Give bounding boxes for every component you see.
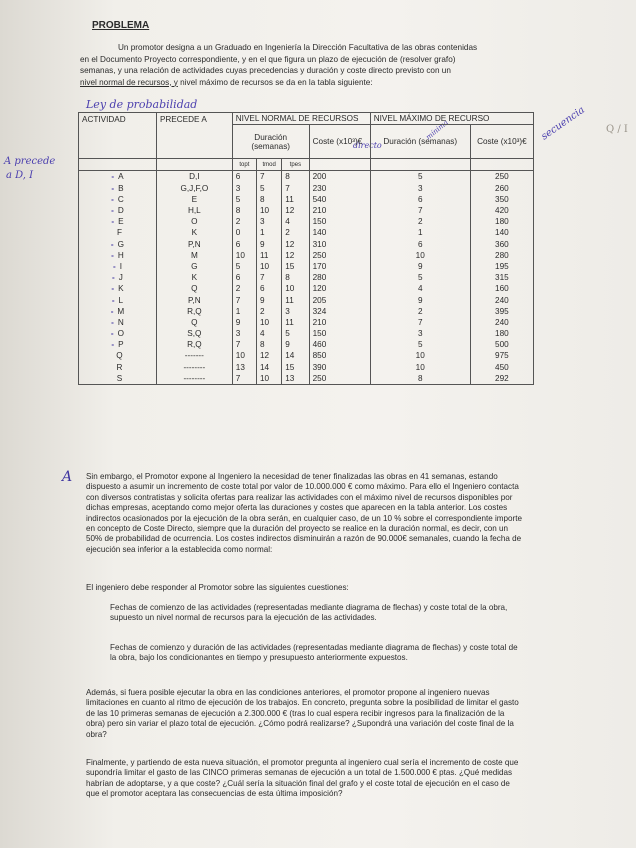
intro-line-1: Un promotor designa a un Graduado en Ingeniería la Dirección Facultativa de las obras contenidas <box>118 43 478 52</box>
activity-letter: D <box>117 206 124 216</box>
cell-coste: 140 <box>309 227 370 238</box>
header-coste-max: Coste (x10³)€ <box>470 125 533 159</box>
activity-letter: Q <box>116 351 123 361</box>
table-row <box>79 373 534 385</box>
cell-precede: Q <box>156 283 232 294</box>
activity-letter: H <box>117 250 124 260</box>
cell-precede: E <box>156 194 232 205</box>
cell-precede: O <box>156 216 232 227</box>
cell-t-mod: 9 <box>256 294 281 305</box>
cell-actividad <box>79 183 157 194</box>
cell-coste: 390 <box>309 362 370 373</box>
cell-precede: ------- <box>156 350 232 361</box>
cell-t-mod: 7 <box>256 171 281 183</box>
cell-coste-max: 180 <box>470 216 533 227</box>
cell-t-pes: 12 <box>282 250 309 261</box>
cell-duracion-max: 2 <box>370 306 470 317</box>
cell-duracion-max: 9 <box>370 294 470 305</box>
handwritten-note-above-table: Ley de probabilidad <box>86 98 198 111</box>
activity-letter: S <box>116 373 123 383</box>
cell-coste: 170 <box>309 261 370 272</box>
cell-actividad <box>79 362 157 373</box>
cell-coste: 850 <box>309 350 370 361</box>
cell-coste: 460 <box>309 339 370 350</box>
cell-actividad <box>79 239 157 250</box>
handwritten-tick-mark: - <box>111 250 114 260</box>
activity-letter: F <box>116 228 122 238</box>
table-row <box>79 339 534 350</box>
table-row <box>79 272 534 283</box>
cell-t-mod: 11 <box>256 250 281 261</box>
header-topt: topt <box>232 159 256 171</box>
activities-table-body <box>79 171 534 385</box>
cell-duracion-max: 10 <box>370 362 470 373</box>
cell-precede: D,I <box>156 171 232 183</box>
cell-t-mod: 6 <box>256 283 281 294</box>
cell-precede: G,J,F,O <box>156 183 232 194</box>
cell-coste: 230 <box>309 183 370 194</box>
cell-t-pes: 5 <box>282 328 309 339</box>
cell-duracion-max: 10 <box>370 250 470 261</box>
handwritten-tick-mark: - <box>112 261 116 271</box>
cell-coste: 250 <box>309 250 370 261</box>
cell-t-pes: 8 <box>282 272 309 283</box>
cell-t-pes: 4 <box>282 216 309 227</box>
cell-t-opt: 10 <box>232 250 256 261</box>
cell-t-pes: 11 <box>282 194 309 205</box>
activity-letter: C <box>117 194 124 204</box>
cell-duracion-max: 7 <box>370 317 470 328</box>
handwritten-tick-mark: - <box>111 284 115 294</box>
cell-actividad <box>79 339 157 350</box>
cell-precede: K <box>156 272 232 283</box>
cell-t-opt: 2 <box>232 283 256 294</box>
header-nivel-normal: NIVEL NORMAL DE RECURSOS <box>232 113 370 125</box>
cell-precede: P,N <box>156 239 232 250</box>
table-row <box>79 306 534 317</box>
cell-t-mod: 10 <box>256 373 281 385</box>
cell-duracion-max: 5 <box>370 272 470 283</box>
cell-t-mod: 4 <box>256 328 281 339</box>
paragraph-questions-intro: El ingeniero debe responder al Promotor sobre las siguientes cuestiones: <box>86 583 349 592</box>
handwritten-coste-note: directo <box>353 141 382 150</box>
cell-duracion-max: 3 <box>370 183 470 194</box>
cell-t-opt: 13 <box>232 362 256 373</box>
header-blank-3 <box>309 159 370 171</box>
cell-t-pes: 12 <box>282 205 309 216</box>
cell-t-mod: 7 <box>256 272 281 283</box>
cell-t-opt: 3 <box>232 183 256 194</box>
cell-actividad <box>79 350 157 361</box>
cell-actividad <box>79 306 157 317</box>
handwritten-tick-mark: - <box>112 273 115 283</box>
header-coste: Coste (x10³)€ <box>309 125 370 159</box>
cell-t-opt: 9 <box>232 317 256 328</box>
cell-coste-max: 292 <box>470 373 533 385</box>
cell-duracion-max: 2 <box>370 216 470 227</box>
cell-precede: -------- <box>156 373 232 385</box>
table-row <box>79 171 534 183</box>
intro-line-4 <box>80 77 520 89</box>
cell-t-opt: 6 <box>232 171 256 183</box>
cell-t-pes: 7 <box>282 183 309 194</box>
activity-letter: O <box>117 329 125 339</box>
cell-coste-max: 420 <box>470 205 533 216</box>
cell-actividad <box>79 317 157 328</box>
activity-letter: P <box>118 340 124 350</box>
paragraph-new-limitations: Además, si fuera posible ejecutar la obra en las condiciones anteriores, el promotor propone al ingeniero nuevas limitaciones en cuanto al ritmo de ejecución de los trabajos. En concreto, pregunta sobre la posibilidad de limitar el gasto de las 10 primeras semanas de ejecución a 2.300.000 € (tras lo cual espera recibir ingresos para la finalización de la obra) pero sin variar el plazo total de ejecución. ¿Cómo podrá realizarse? ¿Supondrá una variación del coste final de la obra? <box>86 688 519 739</box>
cell-t-opt: 7 <box>232 373 256 385</box>
cell-t-pes: 9 <box>282 339 309 350</box>
cell-t-mod: 14 <box>256 362 281 373</box>
cell-coste: 210 <box>309 205 370 216</box>
table-row <box>79 328 534 339</box>
cell-t-pes: 15 <box>282 362 309 373</box>
handwritten-tick-mark: - <box>111 206 114 216</box>
cell-t-opt: 1 <box>232 306 256 317</box>
cell-coste: 150 <box>309 216 370 227</box>
handwritten-tick-mark: - <box>111 295 115 305</box>
cell-actividad <box>79 216 157 227</box>
cell-t-mod: 9 <box>256 239 281 250</box>
cell-coste: 250 <box>309 373 370 385</box>
cell-t-mod: 2 <box>256 306 281 317</box>
handwritten-tick-mark: - <box>110 329 114 339</box>
cell-precede: M <box>156 250 232 261</box>
cell-actividad <box>79 328 157 339</box>
cell-actividad <box>79 272 157 283</box>
cell-actividad <box>79 294 157 305</box>
cell-t-pes: 2 <box>282 227 309 238</box>
intro-underlined-text: nivel normal de recursos, y <box>80 77 178 87</box>
cell-t-mod: 8 <box>256 339 281 350</box>
cell-duracion-max: 7 <box>370 205 470 216</box>
cell-t-mod: 12 <box>256 350 281 361</box>
cell-t-opt: 5 <box>232 261 256 272</box>
handwritten-tick-mark: - <box>111 317 114 327</box>
cell-precede: -------- <box>156 362 232 373</box>
activity-letter: I <box>119 261 122 271</box>
intro-line-4-rest: nivel máximo de recursos se da en la tabla siguiente: <box>177 77 373 87</box>
cell-t-opt: 7 <box>232 339 256 350</box>
cell-t-pes: 11 <box>282 317 309 328</box>
cell-coste-max: 250 <box>470 171 533 183</box>
cell-duracion-max: 10 <box>370 350 470 361</box>
cell-coste-max: 260 <box>470 183 533 194</box>
cell-coste: 210 <box>309 317 370 328</box>
cell-t-mod: 3 <box>256 216 281 227</box>
activity-letter: G <box>117 239 125 249</box>
activity-letter: M <box>117 306 125 316</box>
handwritten-tick-mark: - <box>111 340 115 350</box>
cell-coste: 310 <box>309 239 370 250</box>
cell-precede: K <box>156 227 232 238</box>
activity-letter: R <box>116 362 123 372</box>
table-row <box>79 283 534 294</box>
handwritten-right-note: secuencia <box>539 104 587 143</box>
cell-coste-max: 315 <box>470 272 533 283</box>
cell-t-mod: 10 <box>256 261 281 272</box>
table-row <box>79 227 534 238</box>
handwritten-paragraph-mark: A <box>62 469 73 485</box>
handwritten-tick-mark: - <box>110 306 114 316</box>
cell-actividad <box>79 283 157 294</box>
cell-t-opt: 0 <box>232 227 256 238</box>
cell-coste-max: 360 <box>470 239 533 250</box>
activities-table <box>78 112 534 385</box>
cell-t-opt: 3 <box>232 328 256 339</box>
paragraph-final-question: Finalmente, y partiendo de esta nueva situación, el promotor pregunta al ingeniero cual sería el incremento de coste que supondría limitar el gasto de las CINCO primeras semanas de ejecución a un total de 1.500.000 € ptas. ¿Qué medidas habrían de adoptarse, y a que coste? ¿Cuál sería la situación final del grafo y el coste total de ejecución en el caso de que el promotor aceptara las consecuencias de esta última imposición? <box>86 758 519 799</box>
activity-letter: B <box>118 183 124 193</box>
cell-coste: 200 <box>309 171 370 183</box>
cell-t-opt: 5 <box>232 194 256 205</box>
cell-coste-max: 500 <box>470 339 533 350</box>
cell-precede: Q <box>156 317 232 328</box>
cell-t-pes: 3 <box>282 306 309 317</box>
cell-coste: 324 <box>309 306 370 317</box>
cell-actividad <box>79 205 157 216</box>
handwritten-tick-mark: - <box>111 194 114 204</box>
activity-letter: A <box>118 172 124 182</box>
cell-precede: R,Q <box>156 306 232 317</box>
cell-coste-max: 195 <box>470 261 533 272</box>
header-tpes: tpes <box>282 159 309 171</box>
cell-coste-max: 280 <box>470 250 533 261</box>
cell-t-opt: 7 <box>232 294 256 305</box>
cell-t-opt: 8 <box>232 205 256 216</box>
header-blank-4 <box>370 159 470 171</box>
header-actividad: ACTIVIDAD <box>79 113 157 159</box>
header-tmod: tmod <box>256 159 281 171</box>
cell-coste-max: 140 <box>470 227 533 238</box>
cell-precede: P,N <box>156 294 232 305</box>
table-row <box>79 261 534 272</box>
activity-letter: J <box>118 273 123 283</box>
page-title: PROBLEMA <box>92 20 150 31</box>
cell-duracion-max: 6 <box>370 239 470 250</box>
activity-letter: N <box>117 317 124 327</box>
cell-precede: S,Q <box>156 328 232 339</box>
cell-t-pes: 15 <box>282 261 309 272</box>
handwritten-far-right-note: Q / I <box>606 124 628 135</box>
paragraph-conditions: Sin embargo, el Promotor expone al Ingeniero la necesidad de tener finalizadas las obras en 41 semanas, estando dispuesto a asumir un incremento de coste total por valor de 10.000.000 € como máximo. Para ello el Ingeniero contacta con diversos contratistas y solicita ofertas para realizar las actividades con el máximo nivel de recursos disponibles por dichas empresas, aceptando como mejor oferta las duraciones y costes que aparecen en la tabla anterior. Los costes indirectos ocasionados por la ejecución de la obra serán, en cualquier caso, de un 10 % sobre el correspondiente importe en concepto de Coste Directo, siempre que la duración del proyecto se realice en la duración normal, es decir, con un 50% de probabilidad de ocurrencia. Los costes indirectos disminuirán a razón de 90.000€ semanales, cuando la fecha de ejecución sea inferior a la establecida como normal: <box>86 472 522 554</box>
cell-t-opt: 6 <box>232 239 256 250</box>
cell-duracion-max: 3 <box>370 328 470 339</box>
cell-duracion-max: 8 <box>370 373 470 385</box>
handwritten-tick-mark: - <box>110 239 114 249</box>
cell-t-pes: 11 <box>282 294 309 305</box>
cell-coste-max: 450 <box>470 362 533 373</box>
handwritten-duracion-note: mínima <box>424 118 450 142</box>
cell-t-mod: 1 <box>256 227 281 238</box>
cell-duracion-max: 1 <box>370 227 470 238</box>
cell-precede: G <box>156 261 232 272</box>
cell-t-mod: 5 <box>256 183 281 194</box>
table-row <box>79 183 534 194</box>
header-duracion-max: Duración (semanas) <box>370 125 470 159</box>
cell-coste-max: 975 <box>470 350 533 361</box>
cell-coste: 280 <box>309 272 370 283</box>
cell-t-opt: 2 <box>232 216 256 227</box>
cell-actividad <box>79 227 157 238</box>
handwritten-tick-mark: - <box>111 217 115 227</box>
cell-coste: 205 <box>309 294 370 305</box>
cell-precede: R,Q <box>156 339 232 350</box>
cell-coste-max: 180 <box>470 328 533 339</box>
intro-line-2: en el Documento Proyecto correspondiente, y en el que figura un plazo de ejecución de (resolver grafo) <box>80 54 456 64</box>
table-row <box>79 294 534 305</box>
handwritten-tick-mark: - <box>111 183 115 193</box>
cell-t-pes: 12 <box>282 239 309 250</box>
header-duracion: Duración (semanas) <box>232 125 309 159</box>
table-row <box>79 239 534 250</box>
handwritten-margin-note-2: a D, I <box>6 170 34 181</box>
cell-t-pes: 8 <box>282 171 309 183</box>
cell-duracion-max: 9 <box>370 261 470 272</box>
cell-coste: 540 <box>309 194 370 205</box>
cell-actividad <box>79 373 157 385</box>
cell-t-mod: 10 <box>256 205 281 216</box>
cell-precede: H,L <box>156 205 232 216</box>
question-2: Fechas de comienzo y duración de las actividades (representadas mediante diagrama de flechas) y coste total de la obra, bajo los condicionantes en tiempo y presupuesto anteriormente expuestos. <box>110 643 518 663</box>
header-blank-5 <box>470 159 533 171</box>
header-blank-1 <box>79 159 157 171</box>
intro-line-3: semanas, y una relación de actividades cuyas precedencias y duración y coste directo previsto con un <box>80 66 451 75</box>
cell-t-opt: 10 <box>232 350 256 361</box>
table-row <box>79 362 534 373</box>
cell-coste: 120 <box>309 283 370 294</box>
header-nivel-maximo: NIVEL MÁXIMO DE RECURSO <box>370 113 533 125</box>
cell-duracion-max: 5 <box>370 171 470 183</box>
cell-coste: 150 <box>309 328 370 339</box>
header-blank-2 <box>156 159 232 171</box>
cell-t-mod: 8 <box>256 194 281 205</box>
cell-coste-max: 240 <box>470 294 533 305</box>
cell-coste-max: 395 <box>470 306 533 317</box>
cell-duracion-max: 6 <box>370 194 470 205</box>
table-row <box>79 250 534 261</box>
cell-t-pes: 13 <box>282 373 309 385</box>
intro-paragraph <box>80 42 520 88</box>
table-row <box>79 194 534 205</box>
question-1: Fechas de comienzo de las actividades (representadas mediante diagrama de flechas) y coste total de la obra, supuesto un nivel normal de recursos para la ejecución de las actividades. <box>110 603 508 623</box>
table-row <box>79 216 534 227</box>
cell-actividad <box>79 194 157 205</box>
cell-t-pes: 10 <box>282 283 309 294</box>
cell-coste-max: 350 <box>470 194 533 205</box>
cell-actividad <box>79 171 157 183</box>
cell-duracion-max: 4 <box>370 283 470 294</box>
cell-t-pes: 14 <box>282 350 309 361</box>
handwritten-margin-note-1: A precede <box>4 156 56 167</box>
cell-actividad <box>79 261 157 272</box>
cell-t-mod: 10 <box>256 317 281 328</box>
activity-letter: E <box>118 217 124 227</box>
activity-letter: K <box>118 284 124 294</box>
table-row <box>79 350 534 361</box>
cell-coste-max: 240 <box>470 317 533 328</box>
cell-duracion-max: 5 <box>370 339 470 350</box>
table-row <box>79 317 534 328</box>
cell-actividad <box>79 250 157 261</box>
handwritten-tick-mark: - <box>111 172 115 182</box>
activity-letter: L <box>118 295 124 305</box>
header-precede: PRECEDE A <box>156 113 232 159</box>
cell-t-opt: 6 <box>232 272 256 283</box>
cell-coste-max: 160 <box>470 283 533 294</box>
table-row <box>79 205 534 216</box>
